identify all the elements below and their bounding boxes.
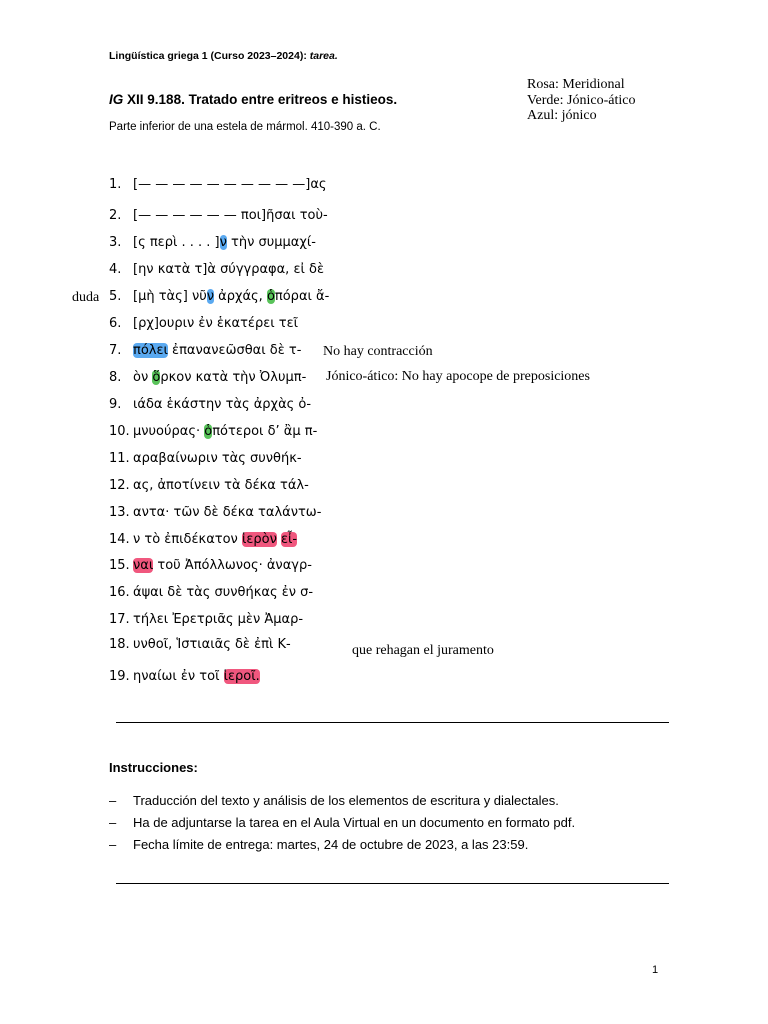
highlight-blue: πόλει bbox=[133, 343, 168, 358]
bullet-dash: – bbox=[109, 815, 117, 830]
note-juramento: que rehagan el juramento bbox=[352, 643, 494, 658]
inscription-line bbox=[109, 637, 291, 652]
line-number: 17. bbox=[109, 612, 130, 627]
inscription-line bbox=[109, 177, 327, 192]
line-text: ὸν bbox=[133, 370, 153, 385]
line-number: 10. bbox=[109, 424, 130, 439]
bullet-dash: – bbox=[109, 837, 117, 852]
line-text: υνθοῖ, Ἱστιαιᾶς δὲ ἐπὶ Κ- bbox=[133, 637, 291, 652]
inscription-line bbox=[109, 343, 301, 358]
inscription-line bbox=[109, 397, 311, 412]
line-number: 3. bbox=[109, 235, 122, 250]
inscription-line bbox=[109, 262, 324, 277]
line-text: [μὴ τὰς] νῦ bbox=[133, 289, 207, 304]
inscription-line bbox=[109, 532, 297, 547]
line-text: ἐπανανεῶσθαι δὲ τ- bbox=[167, 343, 302, 358]
title-text: XII 9.188. Tratado entre eritreos e histieos. bbox=[127, 92, 398, 107]
line-number: 11. bbox=[109, 451, 130, 466]
line-text: [— — — — — — — — — —]ας bbox=[133, 177, 327, 192]
line-text: ας, ἀποτίνειν τὰ δέκα τάλ- bbox=[133, 478, 309, 493]
divider-bottom bbox=[116, 883, 669, 884]
line-text: μνυούρας· bbox=[133, 424, 205, 439]
line-number: 9. bbox=[109, 397, 122, 412]
highlight-pink: εἶ- bbox=[281, 532, 298, 547]
legend-rosa: Rosa: Meridional bbox=[527, 77, 625, 92]
legend-azul: Azul: jónico bbox=[527, 108, 597, 123]
line-number: 4. bbox=[109, 262, 122, 277]
inscription-line bbox=[109, 585, 313, 600]
line-text: ηναίωι ἐν τοῖ bbox=[133, 669, 224, 684]
line-text: ρκον κατὰ τὴν Ὀλυμπ- bbox=[160, 370, 307, 385]
inscription-line bbox=[109, 289, 329, 304]
line-text: [— — — — — — ποι]ῆσαι τοὺ- bbox=[133, 208, 328, 223]
line-number: 7. bbox=[109, 343, 122, 358]
line-number: 8. bbox=[109, 370, 122, 385]
instruction-text: Ha de adjuntarse la tarea en el Aula Virtual en un documento en formato pdf. bbox=[133, 815, 576, 830]
color-legend bbox=[527, 77, 635, 124]
line-number: 1. bbox=[109, 177, 122, 192]
note-duda: duda bbox=[72, 290, 100, 305]
instruction-item bbox=[109, 815, 575, 830]
instruction-item bbox=[109, 793, 559, 808]
highlight-green: ὅ bbox=[152, 370, 161, 385]
instructions-title: Instrucciones: bbox=[109, 760, 198, 775]
line-number: 15. bbox=[109, 558, 130, 573]
line-text: τήλει Ἐρετριᾶς μὲν Ἀμαρ- bbox=[133, 612, 304, 627]
line-number: 13. bbox=[109, 505, 130, 520]
inscription-line bbox=[109, 316, 298, 331]
line-text: [ρχ]ουριν ἐν ἑκατέρει τεῖ bbox=[133, 316, 299, 331]
line-number: 2. bbox=[109, 208, 122, 223]
inscription-line bbox=[109, 612, 303, 627]
line-text: τοῦ Ἀπόλλωνος· ἀναγρ- bbox=[153, 558, 312, 573]
instruction-text: Fecha límite de entrega: martes, 24 de octubre de 2023, a las 23:59. bbox=[133, 837, 529, 852]
document-title bbox=[109, 92, 397, 107]
page-number: 1 bbox=[652, 964, 659, 976]
line-text: ιάδα ἑκάστην τὰς ἀρχὰς ὀ- bbox=[133, 397, 312, 412]
line-number: 18. bbox=[109, 637, 130, 652]
document-subtitle: Parte inferior de una estela de mármol. 410-390 a. C. bbox=[109, 121, 381, 133]
line-text: ν τὸ ἐπιδέκατον bbox=[133, 532, 242, 547]
legend-verde: Verde: Jónico-ático bbox=[527, 92, 636, 108]
title-ig: IG bbox=[109, 92, 124, 107]
inscription-line bbox=[109, 669, 260, 684]
highlight-pink: ἱερὸν bbox=[241, 532, 277, 547]
divider-top bbox=[116, 722, 669, 723]
inscription-line bbox=[109, 478, 309, 493]
note-no-contraccion: No hay contracción bbox=[323, 344, 433, 359]
line-text: πότεροι δ’ ἂμ π- bbox=[212, 424, 318, 439]
line-number: 6. bbox=[109, 316, 122, 331]
line-number: 14. bbox=[109, 532, 130, 547]
course-header bbox=[109, 50, 338, 62]
highlight-green: ὁ bbox=[266, 289, 275, 304]
inscription-line bbox=[109, 505, 321, 520]
line-number: 19. bbox=[109, 669, 130, 684]
highlight-blue: ν bbox=[219, 235, 227, 250]
line-number: 16. bbox=[109, 585, 130, 600]
line-text: άψαι δὲ τὰς συνθήκας ἐν σ- bbox=[133, 585, 314, 600]
line-text: αραβαίνωριν τὰς συνθήκ- bbox=[133, 451, 302, 466]
line-text: τὴν συμμαχί- bbox=[226, 235, 316, 250]
inscription-line bbox=[109, 424, 317, 439]
line-number: 5. bbox=[109, 289, 122, 304]
highlight-pink: ἱεροῖ. bbox=[223, 669, 260, 684]
instruction-text: Traducción del texto y análisis de los elementos de escritura y dialectales. bbox=[133, 793, 559, 808]
line-number: 12. bbox=[109, 478, 130, 493]
line-text: πόραι ἄ- bbox=[274, 289, 330, 304]
line-text: [ς περὶ . . . . ] bbox=[133, 235, 220, 250]
highlight-blue: ν bbox=[206, 289, 214, 304]
inscription-line bbox=[109, 370, 306, 385]
course-name: Lingüística griega 1 (Curso 2023–2024): bbox=[109, 50, 307, 62]
course-task: tarea. bbox=[309, 50, 338, 62]
highlight-pink: ναι bbox=[133, 558, 154, 573]
inscription-line bbox=[109, 208, 328, 223]
highlight-green: ὁ bbox=[204, 424, 213, 439]
instruction-item bbox=[109, 837, 528, 852]
note-apocope: Jónico-ático: No hay apocope de preposiciones bbox=[326, 369, 590, 384]
line-text: αντα· τῶν δὲ δέκα ταλάντω- bbox=[133, 505, 322, 520]
inscription-line bbox=[109, 558, 312, 573]
line-text: [ην κατὰ τ]ὰ σύγγραφα, εἰ δὲ bbox=[133, 262, 324, 277]
inscription-line bbox=[109, 235, 316, 250]
line-text: ἀρχάς, bbox=[214, 289, 267, 304]
inscription-line bbox=[109, 451, 302, 466]
bullet-dash: – bbox=[109, 793, 117, 808]
